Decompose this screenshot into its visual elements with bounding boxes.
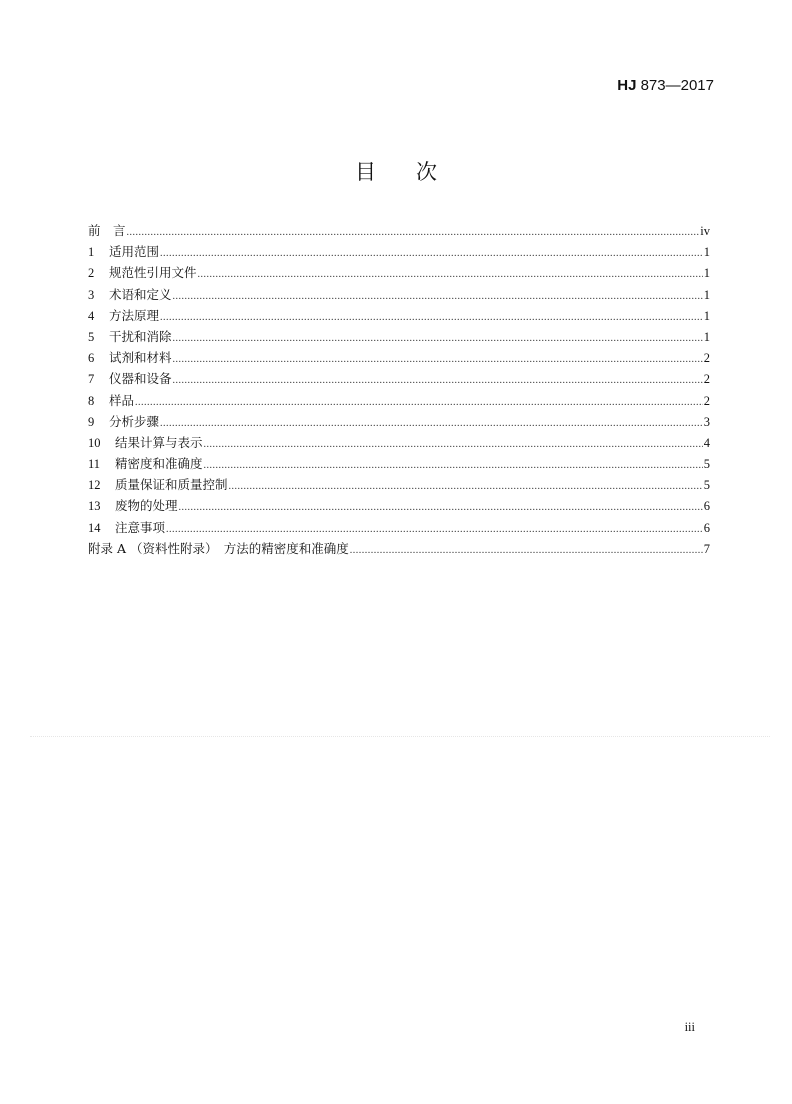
dot-leader [350,540,703,561]
toc-entry-label: 质量保证和质量控制 [115,477,228,493]
dot-leader [198,264,703,285]
table-of-contents [88,220,710,559]
toc-entry-number: 1 [88,245,95,260]
toc-entry-label: 干扰和消除 [109,328,172,344]
toc-entry-number: 14 [88,520,101,535]
toc-entry-7[interactable] [88,368,710,389]
dot-leader [204,455,703,476]
toc-entry-number: 6 [88,351,95,366]
dot-leader [127,222,700,243]
toc-entry-10[interactable] [88,432,710,453]
toc-entry-4[interactable] [88,305,710,326]
toc-entry-page: 3 [703,414,710,429]
toc-entry-3[interactable] [88,284,710,305]
toc-entry-number: 3 [88,287,95,302]
toc-entry-number: 2 [88,266,95,281]
dot-leader [229,476,703,497]
toc-entry-9[interactable] [88,411,710,432]
toc-entry-label: 附录 A （资料性附录） 方法的精密度和准确度 [88,540,349,556]
toc-entry-number: 8 [88,393,95,408]
dot-leader [173,286,703,307]
toc-entry-8[interactable] [88,390,710,411]
toc-entry-number: 9 [88,414,95,429]
toc-entry-label: 精密度和准确度 [115,456,203,472]
toc-entry-label: 试剂和材料 [109,350,172,366]
toc-entry-page: 1 [703,329,710,344]
dot-leader [179,497,703,518]
toc-entry-page: 1 [703,308,710,323]
toc-entry-page: 1 [703,287,710,302]
toc-entry-label: 样品 [109,392,135,408]
toc-entry-page: 4 [703,435,710,450]
toc-entry-appendix-a[interactable] [88,538,710,559]
toc-entry-5[interactable] [88,326,710,347]
toc-entry-page: iv [700,224,710,238]
toc-entry-label: 仪器和设备 [109,371,172,387]
toc-entry-6[interactable] [88,347,710,368]
dot-leader [160,243,703,264]
page-number: iii [684,1020,695,1034]
toc-entry-number: 10 [88,435,101,450]
standard-number [617,77,714,94]
toc-entry-1[interactable] [88,241,710,262]
toc-entry-page: 7 [703,541,710,556]
toc-entry-page: 2 [703,393,710,408]
toc-entry-number: 7 [88,372,95,387]
dot-leader [160,413,703,434]
toc-entry-14[interactable] [88,517,710,538]
toc-entry-label: 废物的处理 [115,498,178,514]
toc-entry-number: 12 [88,478,101,493]
dot-leader [204,434,703,455]
toc-entry-label: 方法原理 [109,307,160,323]
toc-entry-page: 2 [703,351,710,366]
page-title: 目次 [355,160,477,184]
dot-leader [173,328,703,349]
dot-leader [173,349,703,370]
dot-leader [166,519,703,540]
toc-entry-2[interactable] [88,262,710,283]
toc-entry-label: 术语和定义 [109,286,172,302]
dot-leader [160,307,703,328]
toc-entry-foreword[interactable] [88,220,710,241]
standard-code: HJ [617,77,637,94]
toc-entry-page: 1 [703,266,710,281]
toc-entry-label: 规范性引用文件 [109,265,197,281]
toc-entry-12[interactable] [88,474,710,495]
toc-entry-number: 5 [88,329,95,344]
toc-entry-label: 前 言 [88,223,126,238]
dot-leader [173,370,703,391]
toc-entry-page: 5 [703,457,710,472]
toc-entry-13[interactable] [88,495,710,516]
dot-leader [135,392,703,413]
toc-entry-number: 11 [88,457,101,472]
toc-entry-number: 4 [88,308,95,323]
toc-entry-page: 6 [703,520,710,535]
toc-entry-label: 适用范围 [109,244,160,260]
toc-entry-label: 分析步骤 [109,413,160,429]
standard-year: 873—2017 [636,77,714,94]
toc-entry-label: 结果计算与表示 [115,434,203,450]
scan-artifact-divider [30,736,770,737]
toc-entry-page: 5 [703,478,710,493]
toc-entry-page: 1 [703,245,710,260]
toc-entry-11[interactable] [88,453,710,474]
toc-entry-number: 13 [88,499,101,514]
toc-entry-label: 注意事项 [115,519,166,535]
toc-entry-page: 6 [703,499,710,514]
toc-entry-page: 2 [703,372,710,387]
